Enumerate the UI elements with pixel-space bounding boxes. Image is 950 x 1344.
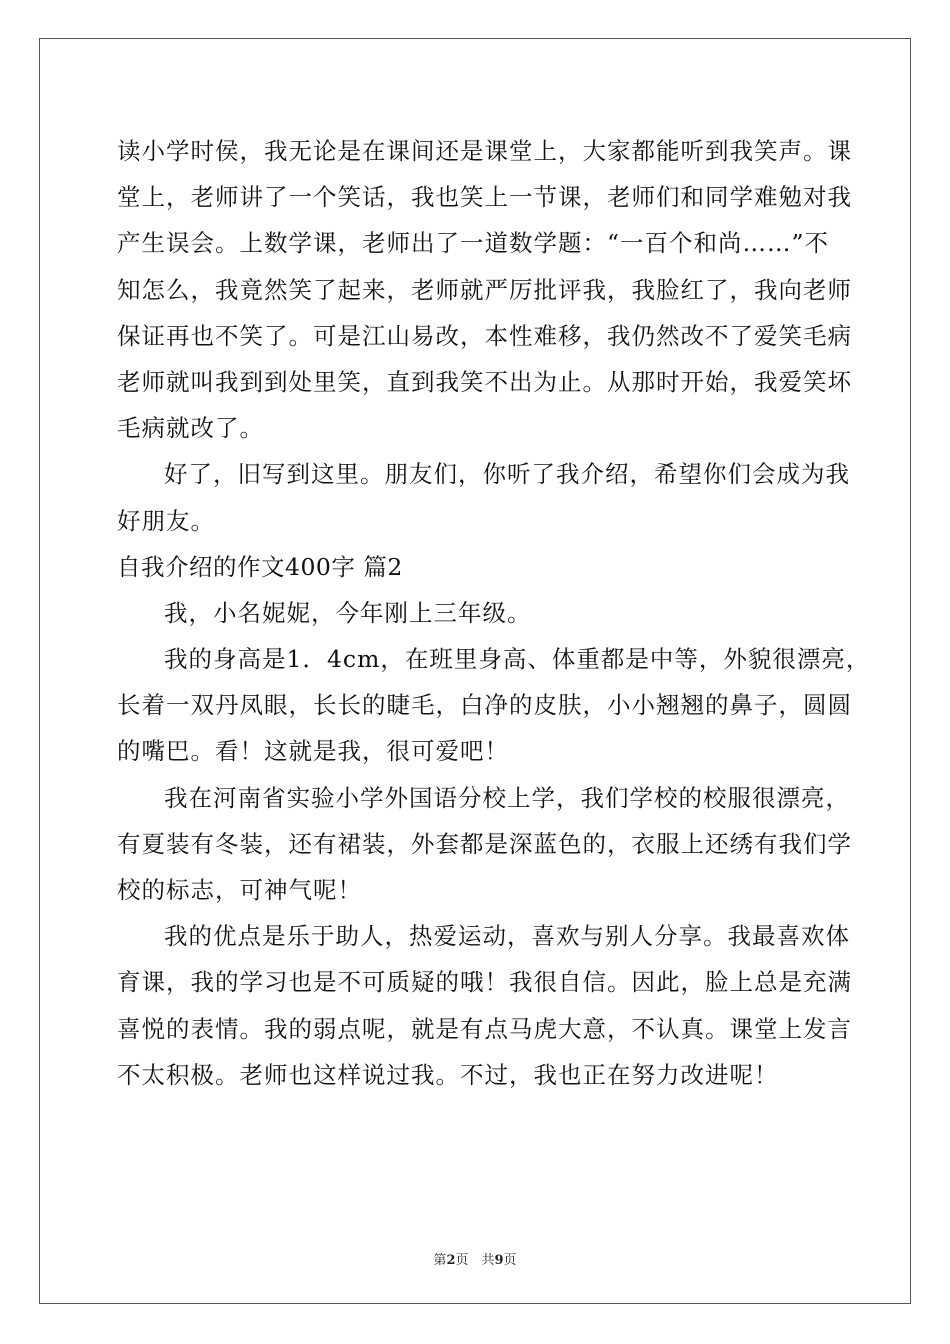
text-line: 不太积极。老师也这样说过我。不过，我也正在努力改进呢！ [117, 1060, 779, 1089]
text-line: 校的标志，可神气呢！ [117, 876, 362, 904]
text-line: 有夏装有冬装，还有裙装，外套都是深蓝色的，衣服上还绣有我们学 [117, 829, 852, 858]
footer-prefix: 第 [433, 1253, 447, 1268]
text-line: 我的优点是乐于助人，热爱运动，喜欢与别人分享。我最喜欢体 [164, 922, 850, 951]
text-line: 知怎么，我竟然笑了起来，老师就严厉批评我，我脸红了，我向老师 [117, 275, 852, 304]
text-line: 好了，旧写到这里。朋友们，你听了我介绍，希望你们会成为我 [164, 460, 850, 489]
page-footer [0, 1249, 950, 1268]
text-line: 产生误会。上数学课，老师出了一道数学题：“一百个和尚……”不 [117, 229, 830, 258]
text-line: 保证再也不笑了。可是江山易改，本性难移，我仍然改不了爱笑毛病 [117, 321, 852, 350]
text-line: 长着一双丹凤眼，长长的睫毛，白净的皮肤，小小翘翘的鼻子，圆圆 [117, 691, 852, 720]
text-line: 我的身高是1．4cm，在班里身高、体重都是中等，外貌很漂亮， [164, 645, 871, 674]
document-body [117, 128, 871, 1098]
text-line: 我在河南省实验小学外国语分校上学，我们学校的校服很漂亮， [164, 783, 850, 812]
footer-mid: 页 共 [455, 1253, 495, 1268]
text-line: 老师就叫我到到处里笑，直到我笑不出为止。从那时开始，我爱笑坏 [117, 367, 852, 396]
text-line: 育课，我的学习也是不可质疑的哦！我很自信。因此，脸上总是充满 [117, 968, 852, 997]
text-line: 读小学时侯，我无论是在课间还是课堂上，大家都能听到我笑声。课 [117, 137, 852, 165]
footer-suffix: 页 [503, 1253, 517, 1268]
text-line: 的嘴巴。看！这就是我，很可爱吧！ [117, 737, 509, 766]
text-line: 喜悦的表情。我的弱点呢，就是有点马虎大意，不认真。课堂上发言 [117, 1014, 852, 1043]
current-page-number: 2 [446, 1253, 456, 1268]
section-heading: 自我介绍的作文400字 篇2 [117, 552, 403, 581]
text-line: 好朋友。 [117, 506, 215, 535]
text-line: 我，小名妮妮，今年刚上三年级。 [164, 598, 532, 627]
text-line: 堂上，老师讲了一个笑话，我也笑上一节课，老师们和同学难勉对我 [117, 183, 852, 212]
text-line: 毛病就改了。 [117, 414, 264, 443]
total-page-number: 9 [494, 1253, 504, 1268]
